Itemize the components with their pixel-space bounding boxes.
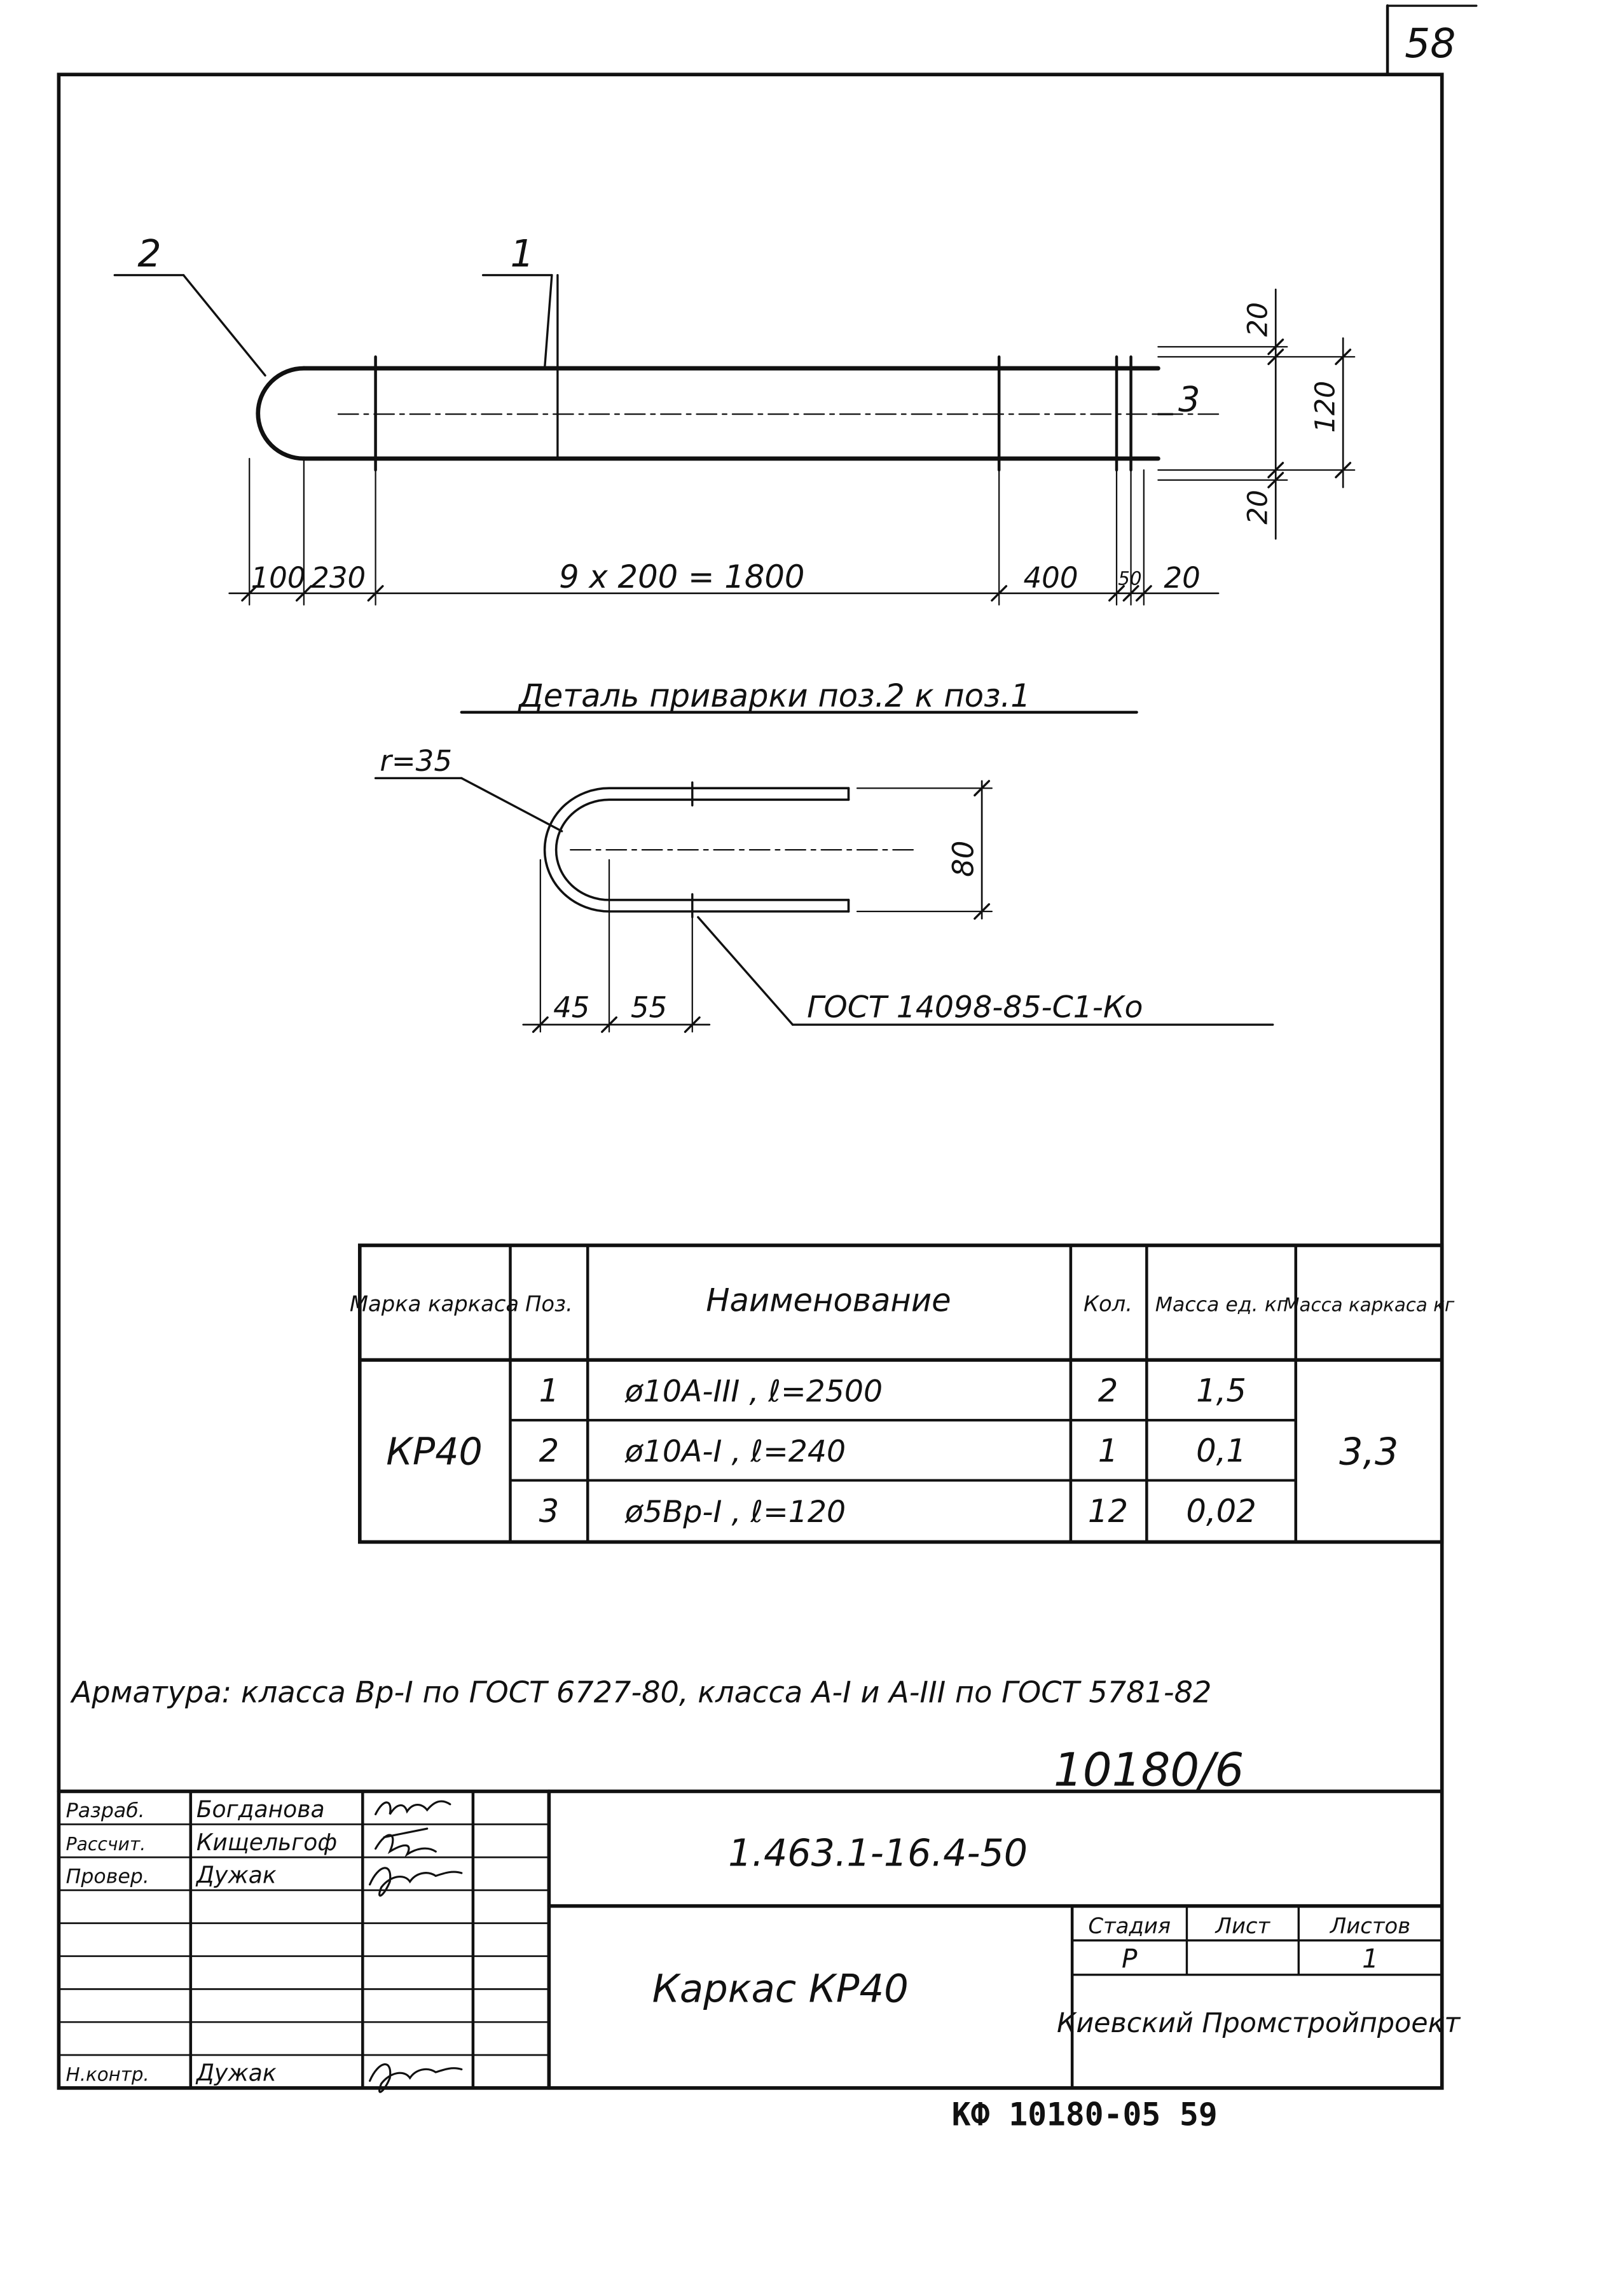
role-checker: Провер. xyxy=(65,1865,149,1888)
role-developer: Разраб. xyxy=(65,1799,145,1823)
stage-label: Стадия xyxy=(1088,1913,1171,1939)
sheets-label: Листов xyxy=(1330,1913,1411,1939)
dim-20-lower: 20 xyxy=(1242,490,1274,525)
name-calculator: Кищельгоф xyxy=(196,1829,338,1856)
archive-number: 10180/6 xyxy=(1053,1743,1244,1797)
dim-20-top: 20 xyxy=(1242,302,1274,337)
cell-name: ø10А-I , ℓ=240 xyxy=(624,1434,846,1470)
cell-mass: 0,1 xyxy=(1196,1432,1247,1470)
cell-mark: КР40 xyxy=(386,1430,483,1474)
reinforcement-note: Арматура: класса Вр-I по ГОСТ 6727-80, класса А-I и А-III по ГОСТ 5781-82 xyxy=(71,1675,1212,1710)
name-developer: Богданова xyxy=(196,1796,325,1824)
cell-qty: 1 xyxy=(1098,1432,1118,1470)
cell-mass: 0,02 xyxy=(1186,1492,1256,1530)
cell-frame-mass: 3,3 xyxy=(1339,1430,1399,1474)
name-checker: Дужак xyxy=(196,1862,277,1889)
detail-dim-80: 80 xyxy=(946,840,981,877)
callout-pos-1: 1 xyxy=(510,232,534,276)
dim-20-bottom: 20 xyxy=(1164,560,1201,595)
table-row xyxy=(539,1373,1246,1409)
bottom-stamp: КФ 10180-05 59 xyxy=(951,2096,1218,2133)
organization xyxy=(1057,2007,1461,2039)
signatures xyxy=(370,1801,462,2092)
detail-dim-55: 55 xyxy=(630,990,668,1025)
th-unit-mass: Масса ед. кг xyxy=(1155,1293,1288,1317)
drawing-title: Каркас КР40 xyxy=(652,1967,909,2012)
role-calculator: Рассчит. xyxy=(65,1833,146,1855)
dim-400: 400 xyxy=(1023,560,1078,595)
frame-plan-drawing xyxy=(114,275,1354,605)
table-row xyxy=(539,1432,1246,1469)
callout-pos-2: 2 xyxy=(137,232,162,276)
dim-spacing: 9 x 200 = 1800 xyxy=(559,558,805,595)
role-norm-control: Н.контр. xyxy=(65,2063,149,2086)
cell-qty: 2 xyxy=(1098,1372,1118,1409)
dim-120: 120 xyxy=(1309,380,1342,433)
dim-100: 100 xyxy=(251,560,306,595)
sheet-label: Лист xyxy=(1215,1913,1270,1939)
detail-dim-45: 45 xyxy=(553,990,590,1025)
dim-50: 50 xyxy=(1118,567,1142,590)
cell-mass: 1,5 xyxy=(1196,1372,1247,1409)
sheets-value: 1 xyxy=(1362,1943,1379,1974)
cell-pos: 1 xyxy=(539,1372,560,1409)
cell-name: ø10А-III , ℓ=2500 xyxy=(624,1374,883,1409)
table-row xyxy=(539,1493,1256,1530)
sheet-number-corner: 58 xyxy=(1405,20,1456,67)
document-code: 1.463.1-16.4-50 xyxy=(728,1831,1028,1875)
stage-value: Р xyxy=(1122,1943,1138,1974)
detail-radius: r=35 xyxy=(380,744,453,779)
weld-note: ГОСТ 14098-85-С1-Ко xyxy=(807,990,1143,1025)
cell-name: ø5Вр-I , ℓ=120 xyxy=(624,1494,846,1530)
cell-qty: 12 xyxy=(1087,1492,1129,1530)
th-frame-mass: Масса каркаса кг xyxy=(1283,1294,1455,1316)
callout-pos-3: 3 xyxy=(1178,379,1201,420)
th-name: Наименование xyxy=(706,1282,951,1319)
detail-title: Деталь приварки поз.2 к поз.1 xyxy=(519,677,1031,714)
name-norm-control: Дужак xyxy=(196,2059,277,2087)
cell-pos: 2 xyxy=(539,1432,560,1470)
th-pos: Поз. xyxy=(525,1291,573,1317)
th-qty: Кол. xyxy=(1083,1291,1133,1317)
dim-230: 230 xyxy=(311,560,366,595)
organization-text: Киевский Промстройпроект xyxy=(1056,2007,1461,2039)
th-mark: Марка каркаса xyxy=(349,1291,520,1317)
cell-pos: 3 xyxy=(539,1492,560,1530)
